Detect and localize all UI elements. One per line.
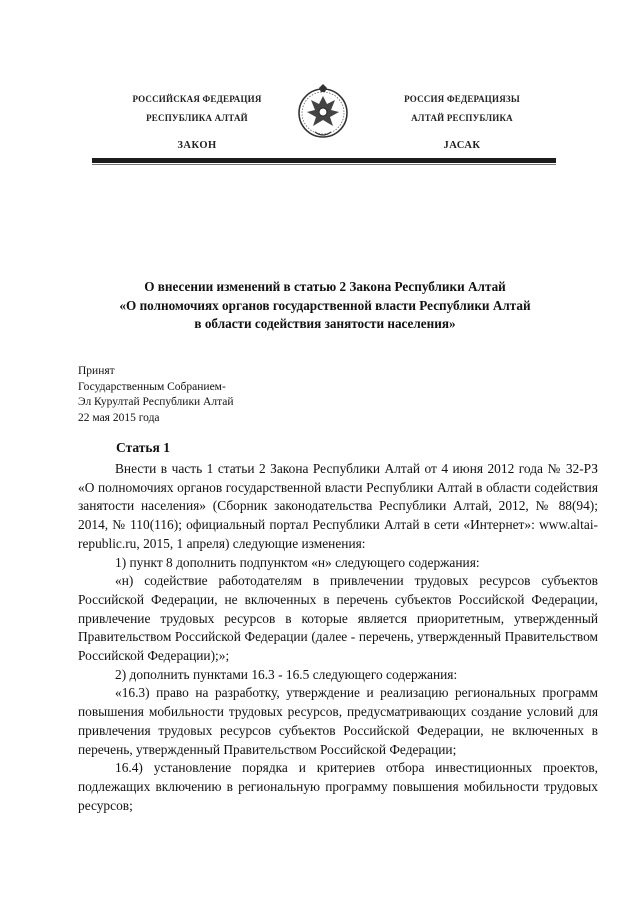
header-divider xyxy=(92,158,556,163)
header-left-country: РОССИЙСКАЯ ФЕДЕРАЦИЯ xyxy=(132,94,262,104)
article-paragraph: 1) пункт 8 дополнить подпунктом «н» следующего содержания: xyxy=(115,554,480,570)
header-right-republic: АЛТАЙ РЕСПУБЛИКА xyxy=(411,113,513,123)
adoption-line: Эл Курултай Республики Алтай xyxy=(78,396,234,408)
header-left-block xyxy=(97,90,297,155)
coat-of-arms-icon xyxy=(297,82,349,144)
header-right-law-label: JАСАК xyxy=(443,140,481,151)
law-title-line: «О полномочиях органов государственной власти Республики Алтай xyxy=(119,297,531,313)
article-paragraph: «16.3) право на разработку, утверждение и реализацию региональных программ повышения мобильности трудовых ресурсов, предусматривающих создание условий для привлечения трудовых ресурсов субъектов Российской Федерации, не включенных в перечень, утвержденный Правительством Российской Федерации; xyxy=(78,685,598,757)
header-left-republic: РЕСПУБЛИКА АЛТАЙ xyxy=(146,113,248,123)
law-title xyxy=(90,278,560,334)
adoption-line: Государственным Собранием- xyxy=(78,380,226,393)
article-body xyxy=(78,460,598,815)
header-right-country: РОССИЯ ФЕДЕРАЦИЯЗЫ xyxy=(404,94,520,104)
article-paragraph: Внести в часть 1 статьи 2 Закона Республики Алтай от 4 июня 2012 года № 32-РЗ «О полномочиях органов государственной власти Республики Алтай в области содействия занятости населения» (Сборник законодательства Республики Алтай, 2012, № 88(94); 2014, № 110(116); официальный портал Республики Алтай в сети «Интернет»: www.altai-republic.ru, 2015, 1 апреля) следующие изменения: xyxy=(78,461,598,551)
adoption-date: 22 мая 2015 года xyxy=(78,411,160,424)
header-left-law-label: ЗАКОН xyxy=(177,140,217,151)
law-title-line: О внесении изменений в статью 2 Закона Республики Алтай xyxy=(144,279,506,294)
law-title-line: в области содействия занятости населения» xyxy=(194,316,456,331)
article-paragraph: 2) дополнить пунктами 16.3 - 16.5 следующего содержания: xyxy=(115,666,458,682)
article-paragraph: 16.4) установление порядка и критериев отбора инвестиционных проектов, подлежащих включению в региональную программу повышения мобильности трудовых ресурсов; xyxy=(78,760,598,813)
article-paragraph: «н) содействие работодателям в привлечении трудовых ресурсов субъектов Российской Федерации, не включенных в перечень субъектов Российской Федерации, привлечение трудовых ресурсов в которые является приоритетным, утвержденный Правительством Российской Федерации (далее - перечень, утвержденный Правительством Российской Федерации);»; xyxy=(78,573,598,664)
header-divider-thin xyxy=(92,164,556,165)
adoption-line: Принят xyxy=(78,365,115,377)
header-right-block xyxy=(362,90,562,155)
adoption-info xyxy=(78,364,234,426)
article-heading: Статья 1 xyxy=(116,440,170,455)
